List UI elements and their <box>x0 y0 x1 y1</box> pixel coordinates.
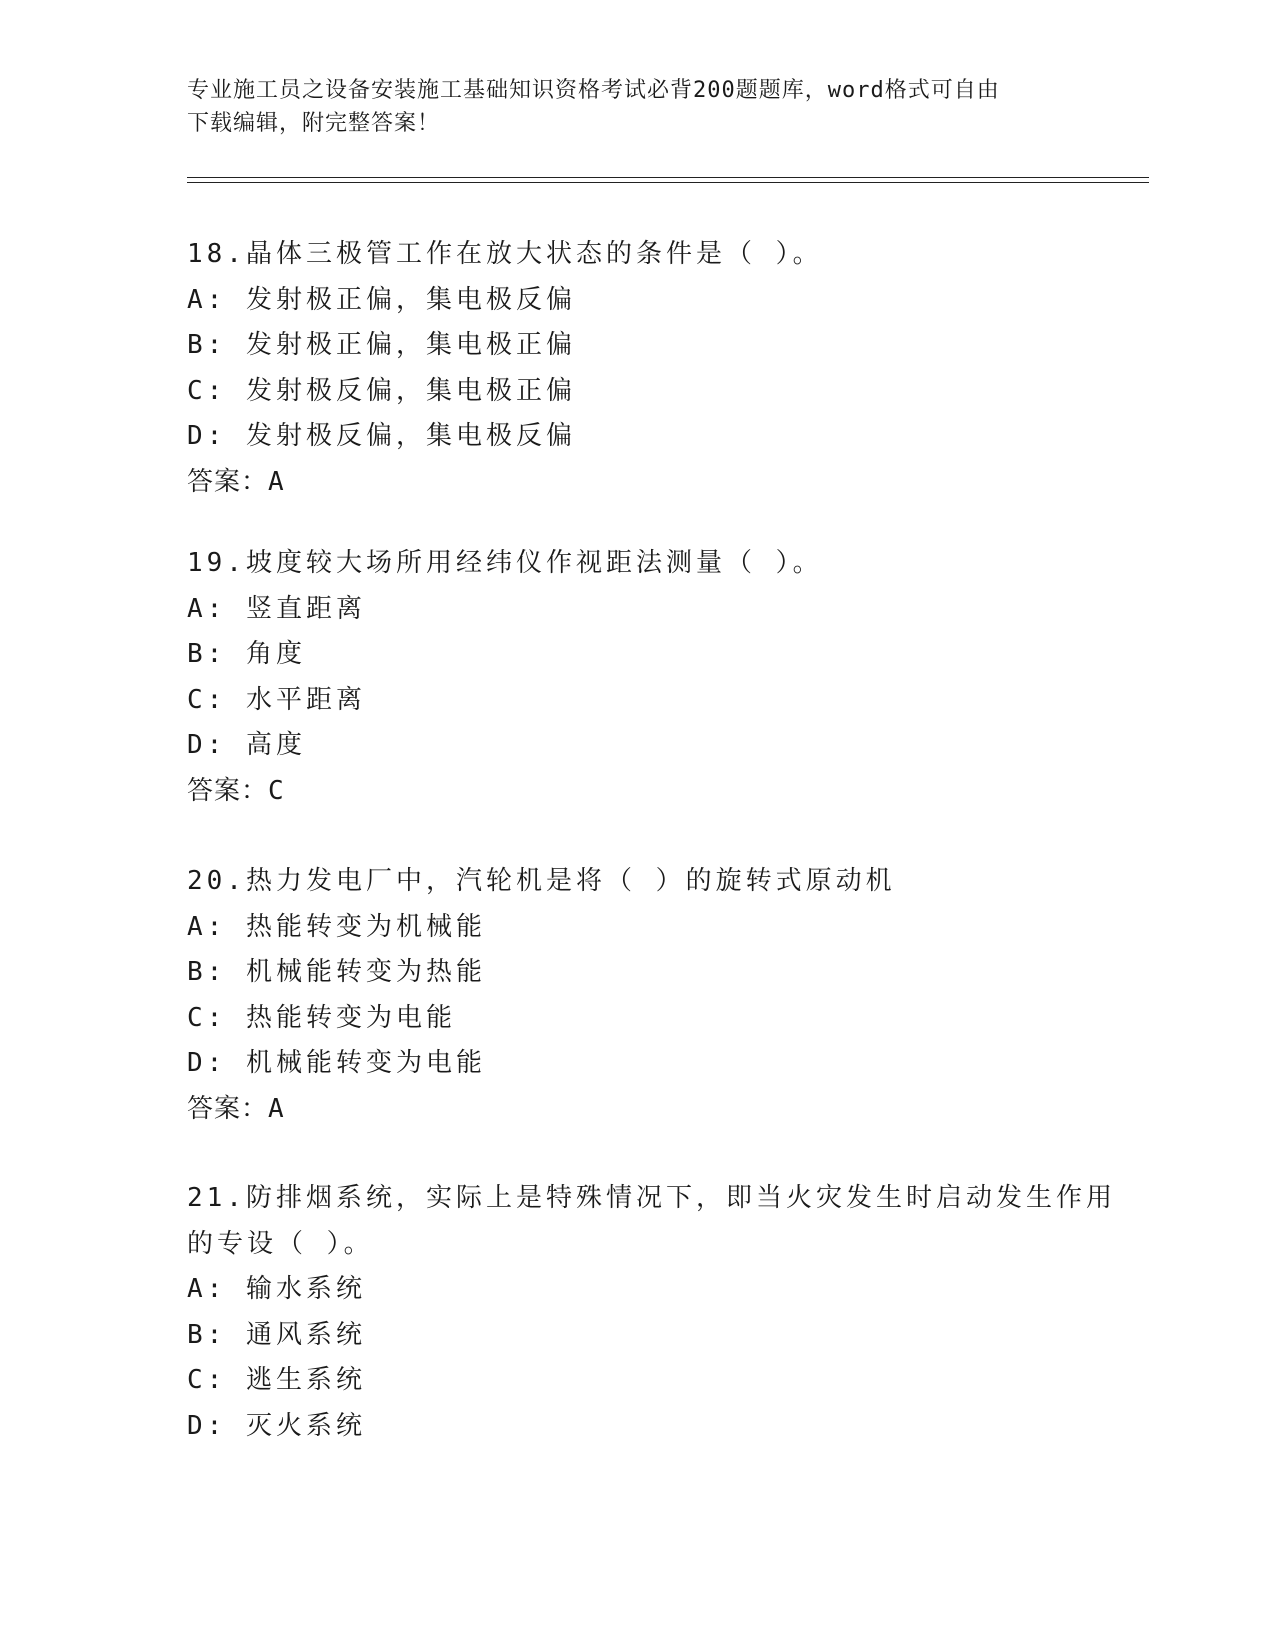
option-c: C: 水平距离 <box>187 684 366 715</box>
option-c: C: 热能转变为电能 <box>187 1002 456 1033</box>
answer-value: A <box>268 1093 285 1124</box>
question-stem-line-2: 的专设（ ）。 <box>187 1228 374 1259</box>
document-header <box>187 74 1087 140</box>
option-a: A: 竖直距离 <box>187 593 366 624</box>
header-line-2: 下载编辑，附完整答案！ <box>187 111 441 136</box>
header-line-1: 专业施工员之设备安装施工基础知识资格考试必背200题题库，word格式可自由 <box>187 78 1000 103</box>
answer-line <box>187 769 1087 815</box>
option-d: D: 高度 <box>187 730 306 761</box>
option-b: B: 发射极正偏，集电极正偏 <box>187 330 576 361</box>
question-stem: 18.晶体三极管工作在放大状态的条件是（ ）。 <box>187 239 823 269</box>
answer-label: 答案： <box>187 775 269 806</box>
option-c: C: 发射极反偏，集电极正偏 <box>187 375 576 406</box>
option-a: A: 热能转变为机械能 <box>187 911 486 942</box>
option-d: D: 发射极反偏，集电极反偏 <box>187 421 576 452</box>
question-20 <box>187 859 1087 1133</box>
option-d: D: 灭火系统 <box>187 1410 366 1441</box>
question-18 <box>187 232 1087 506</box>
option-d: D: 机械能转变为电能 <box>187 1048 486 1079</box>
question-21 <box>187 1176 1116 1450</box>
question-19 <box>187 541 1087 815</box>
header-rule-top <box>187 177 1149 178</box>
answer-value: C <box>268 775 285 806</box>
answer-label: 答案： <box>187 1093 269 1124</box>
option-c: C: 逃生系统 <box>187 1365 366 1396</box>
answer-label: 答案： <box>187 466 269 497</box>
answer-value: A <box>268 466 285 497</box>
header-rule-bottom <box>187 182 1149 183</box>
question-stem: 19.坡度较大场所用经纬仪作视距法测量（ ）。 <box>187 548 823 578</box>
answer-line <box>187 1087 1087 1133</box>
option-b: B: 机械能转变为热能 <box>187 957 486 988</box>
option-b: B: 通风系统 <box>187 1319 366 1350</box>
question-stem: 20.热力发电厂中，汽轮机是将（ ）的旋转式原动机 <box>187 866 896 896</box>
option-b: B: 角度 <box>187 639 306 670</box>
answer-line <box>187 460 1087 506</box>
option-a: A: 发射极正偏，集电极反偏 <box>187 284 576 315</box>
option-a: A: 输水系统 <box>187 1274 366 1305</box>
question-stem-line-1: 21.防排烟系统，实际上是特殊情况下，即当火灾发生时启动发生作用 <box>187 1183 1116 1213</box>
